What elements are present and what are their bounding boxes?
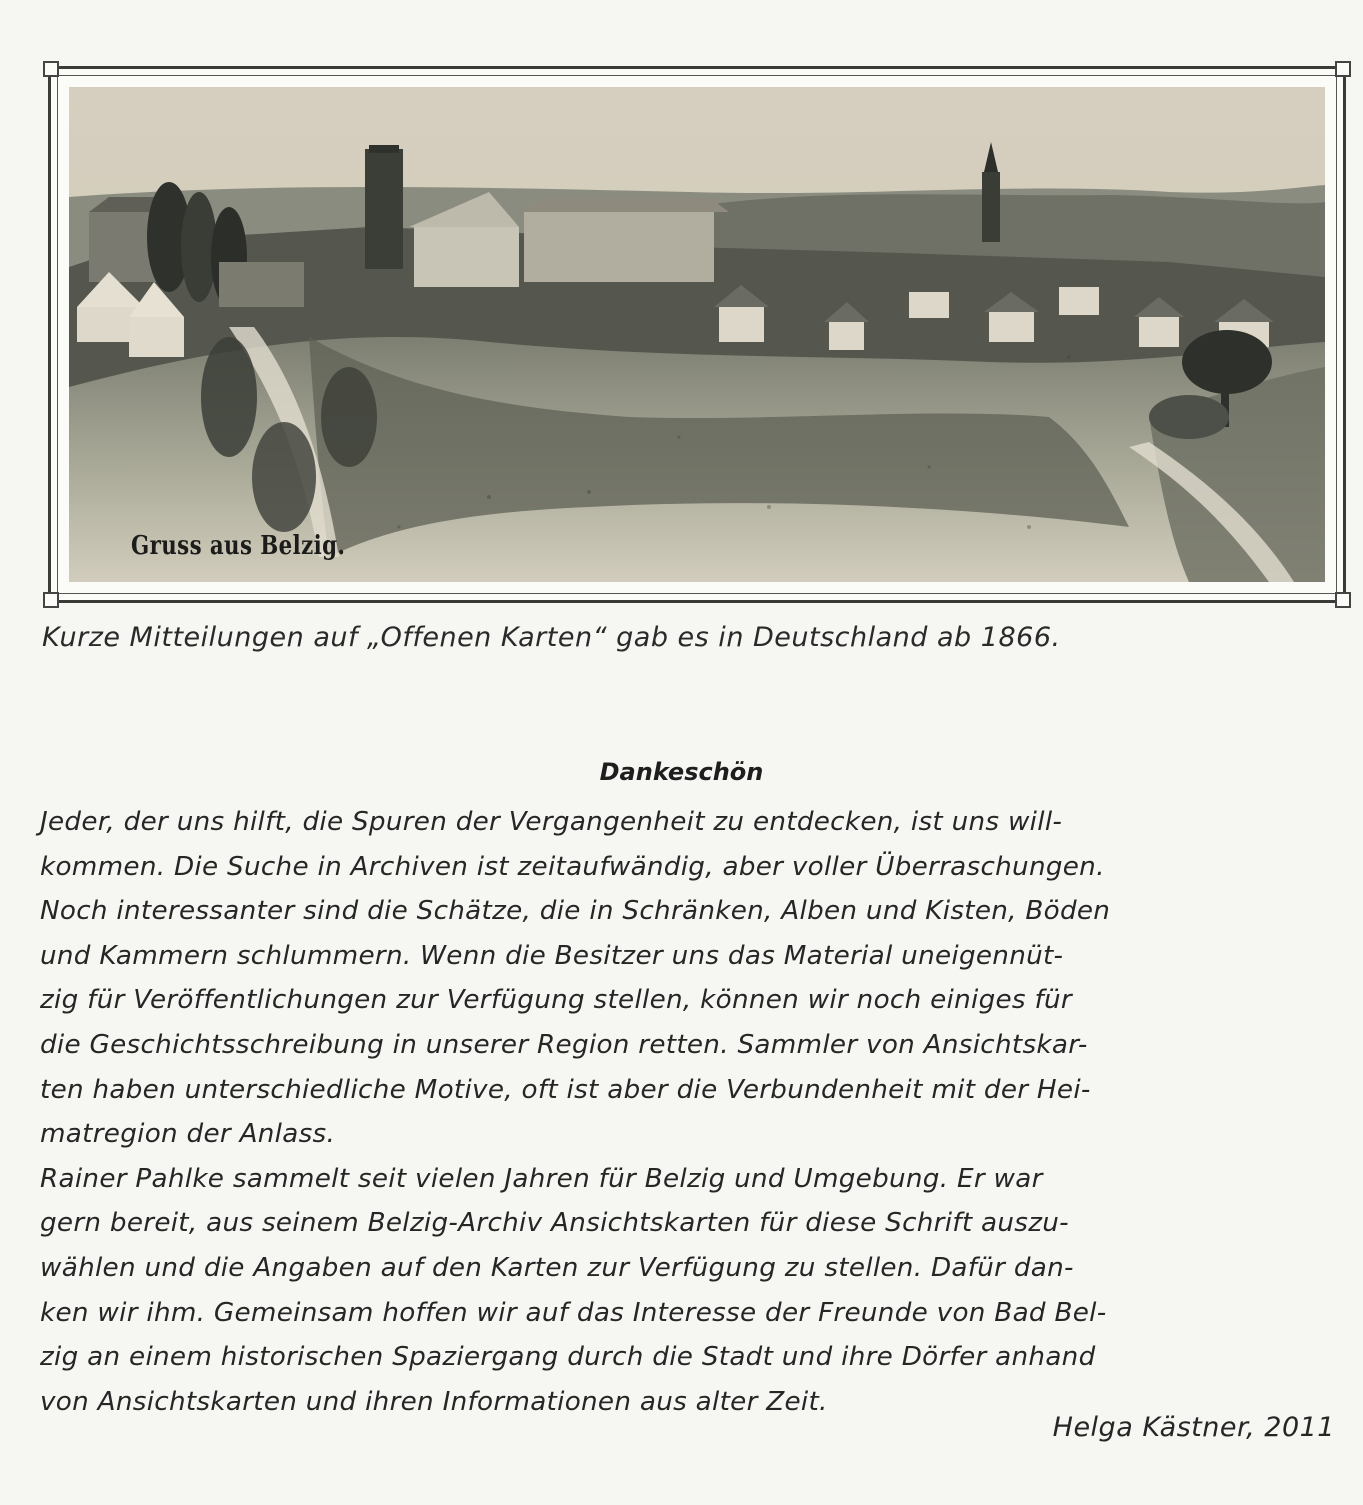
body-line: von Ansichtskarten und ihren Informationen aus alter Zeit.	[40, 1386, 828, 1417]
body-line: die Geschichtsschreibung in unserer Region retten. Sammler von Ansichtskar-	[40, 1029, 1088, 1060]
body-line: Jeder, der uns hilft, die Spuren der Vergangenheit zu entdecken, ist uns will-	[40, 807, 1063, 837]
town-panorama-illustration	[69, 87, 1325, 582]
frame-corner	[1335, 61, 1351, 77]
body-line: Rainer Pahlke sammelt seit vielen Jahren für Belzig und Umgebung. Er war	[40, 1163, 1043, 1194]
body-line: gern bereit, aus seinem Belzig-Archiv Ansichtskarten für diese Schrift auszu-	[40, 1208, 1069, 1239]
postcard-frame	[48, 66, 1346, 603]
frame-corner	[43, 592, 59, 608]
frame-corner	[1335, 592, 1351, 608]
body-line: zig an einem historischen Spaziergang durch die Stadt und ihre Dörfer anhand	[40, 1342, 1096, 1373]
body-line: zig für Veröffentlichungen zur Verfügung stellen, können wir noch einiges für	[40, 985, 1072, 1016]
postcard-image	[69, 87, 1325, 582]
body-line: Noch interessanter sind die Schätze, die in Schränken, Alben und Kisten, Böden	[40, 896, 1111, 927]
body-line: ten haben unterschiedliche Motive, oft ist aber die Verbundenheit mit der Hei-	[40, 1074, 1091, 1105]
signature: Helga Kästner, 2011	[1052, 1412, 1335, 1443]
postcard-caption: Gruss aus Belzig.	[131, 531, 346, 561]
body-line: wählen und die Angaben auf den Karten zur Verfügung zu stellen. Dafür dan-	[40, 1252, 1074, 1283]
body-text	[40, 800, 1340, 1424]
section-heading: Dankeschön	[599, 758, 764, 786]
body-line: matregion der Anlass.	[40, 1119, 336, 1150]
body-line: und Kammern schlummern. Wenn die Besitzer uns das Material uneigennüt-	[40, 940, 1064, 971]
body-line: kommen. Die Suche in Archiven ist zeitaufwändig, aber voller Überraschungen.	[40, 851, 1105, 882]
postcard-note: Kurze Mitteilungen auf „Offenen Karten“ gab es in Deutschland ab 1866.	[42, 622, 1061, 653]
body-line: ken wir ihm. Gemeinsam hoffen wir auf das Interesse der Freunde von Bad Bel-	[40, 1297, 1107, 1328]
frame-corner	[43, 61, 59, 77]
